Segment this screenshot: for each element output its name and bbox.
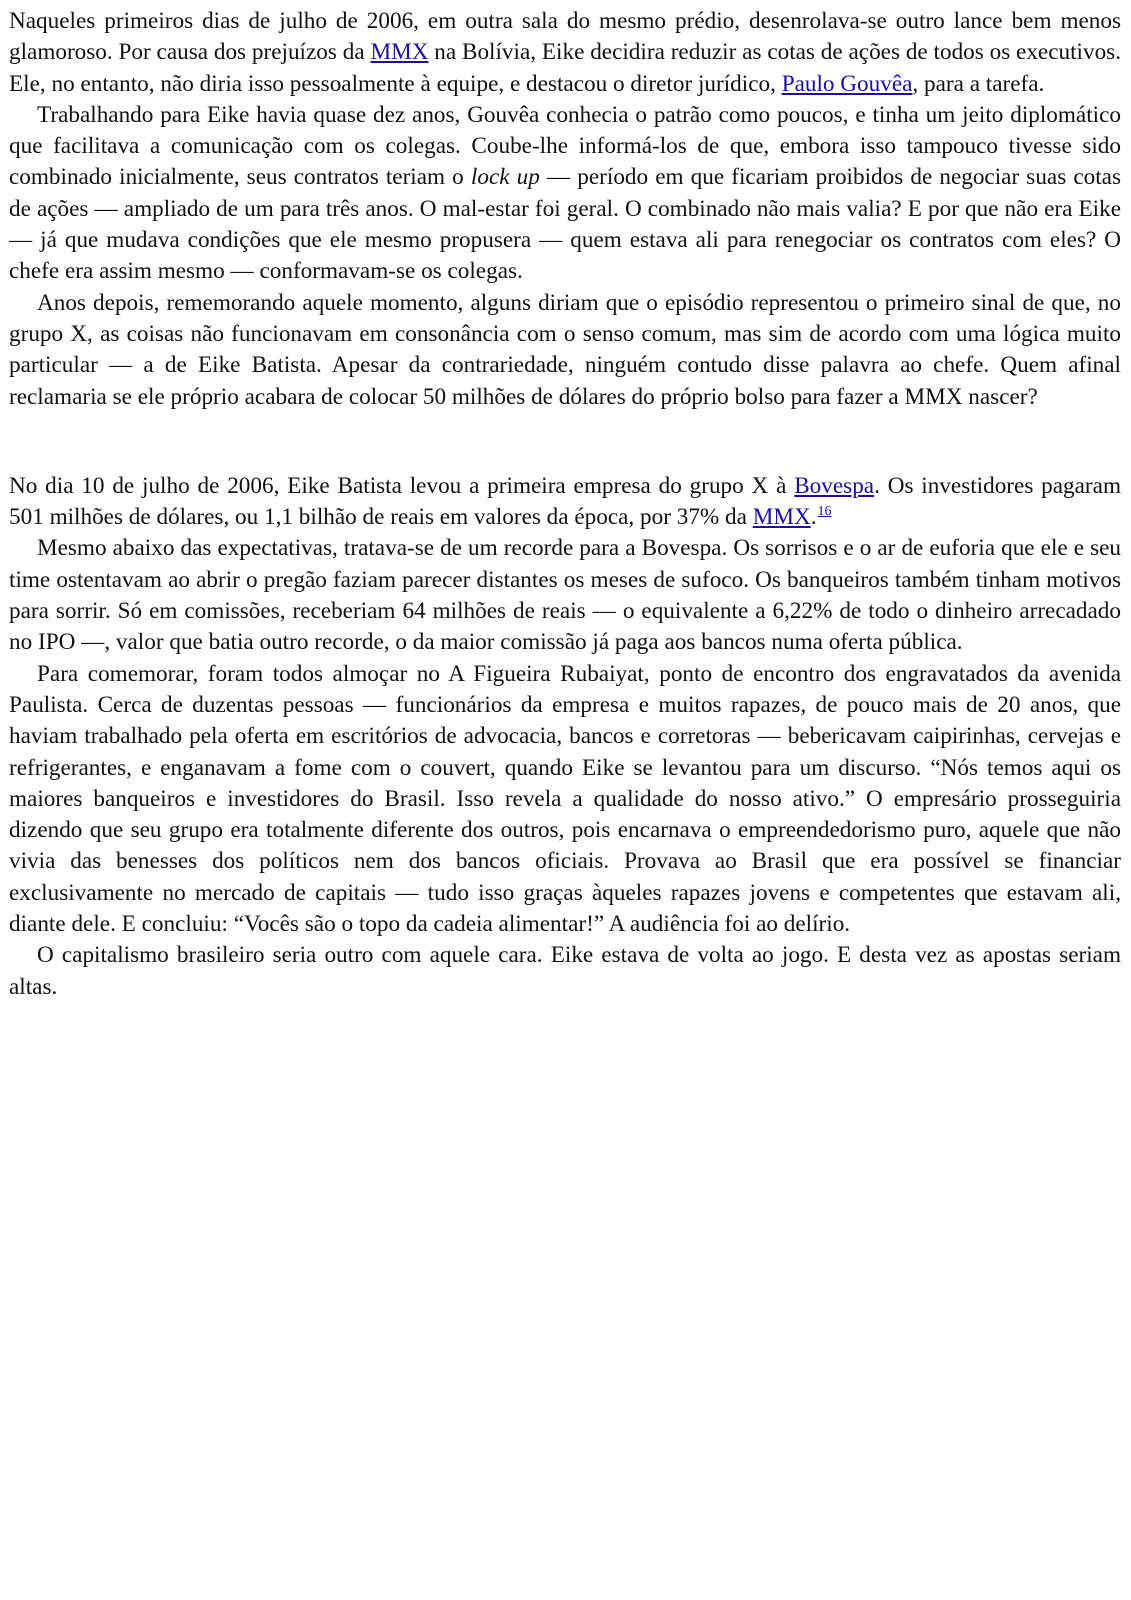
paragraph-4-text-a: No dia 10 de julho de 2006, Eike Batista levou a primeira empresa do grupo X à: [9, 472, 795, 499]
footnote-16-link[interactable]: 16: [817, 504, 832, 520]
paragraph-1-text-a: Naqueles primeiros dias de julho de 2006, em outra sala do mesmo prédio, desenrolava-se outro lance bem menos glamoroso. Por causa dos prejuízos da: [9, 8, 1121, 66]
bovespa-link[interactable]: Bovespa: [794, 472, 875, 499]
paragraph-1-text-b: na Bolívia, Eike decidira reduzir as cotas de ações de todos os executivos. Ele, no entanto, não diria isso pessoalmente à equipe, e destacou o diretor jurídico,: [9, 39, 1122, 97]
paragraph-2-text-a: Trabalhando para Eike havia quase dez anos, Gouvêa conhecia o patrão como poucos, e tinha um jeito diplomático que facilitava a comunicação com os colegas. Coube-lhe informá-los de que, embora isso tampouco tivesse sido combinado inicialmente, seus contratos teriam o: [9, 101, 1121, 191]
paulo-gouvea-link[interactable]: Paulo Gouvêa: [781, 70, 913, 97]
lock-up-term: lock up: [470, 164, 540, 191]
document-page: [9, 6, 1121, 1003]
paragraph-4: [9, 471, 1121, 534]
paragraph-3: Anos depois, rememorando aquele momento, alguns diriam que o episódio representou o primeiro sinal de que, no grupo X, as coisas não funcionavam em consonância com o senso comum, mas sim de acordo com uma lógica muito particular — a de Eike Batista. Apesar da contrariedade, ninguém contudo disse palavra ao chefe. Quem afinal reclamaria se ele próprio acabara de colocar 50 milhões de dólares do próprio bolso para fazer a MMX nascer?: [9, 289, 1121, 410]
paragraph-1-text-c: , para a tarefa.: [912, 70, 1045, 97]
mmx-link[interactable]: MMX: [370, 39, 429, 66]
paragraph-4-text-b: . Os investidores pagaram 501 milhões de dólares, ou 1,1 bilhão de reais em valores da época, por 37% da: [9, 472, 1121, 531]
paragraph-2: [9, 100, 1121, 288]
paragraph-7: O capitalismo brasileiro seria outro com aquele cara. Eike estava de volta ao jogo. E desta vez as apostas seriam altas.: [9, 942, 1121, 1000]
section-break: [9, 413, 1121, 471]
mmx-link-2[interactable]: MMX: [752, 504, 811, 531]
paragraph-5: Mesmo abaixo das expectativas, tratava-se de um recorde para a Bovespa. Os sorrisos e o ar de euforia que ele e seu time ostentavam ao abrir o pregão faziam parecer distantes os meses de sufoco. Os banqueiros também tinham motivos para sorrir. Só em comissões, receberiam 64 milhões de reais — o equivalente a 6,22% de todo o dinheiro arrecadado no IPO —, valor que batia outro recorde, o da maior comissão já paga aos bancos numa oferta pública.: [9, 535, 1121, 656]
paragraph-6: Para comemorar, foram todos almoçar no A Figueira Rubaiyat, ponto de encontro dos engravatados da avenida Paulista. Cerca de duzentas pessoas — funcionários da empresa e muitos rapazes, de pouco mais de 20 anos, que haviam trabalhado pela oferta em escritórios de advocacia, bancos e corretoras — bebericavam caipirinhas, cervejas e refrigerantes, e enganavam a fome com o couvert, quando Eike se levantou para um discurso. “Nós temos aqui os maiores banqueiros e investidores do Brasil. Isso revela a qualidade do nosso ativo.” O empresário prosseguiria dizendo que seu grupo era totalmente diferente dos outros, pois encarnava o empreendedorismo puro, aquele que não vivia das benesses dos políticos nem dos bancos oficiais. Provava ao Brasil que era possível se financiar exclusivamente no mercado de capitais — tudo isso graças àqueles rapazes jovens e competentes que estavam ali, diante dele. E concluiu: “Vocês são o topo da cadeia alimentar!” A audiência foi ao delírio.: [9, 660, 1121, 938]
footnote-marker: [818, 504, 832, 519]
paragraph-4-text-c: .: [810, 504, 817, 531]
paragraph-1: [9, 6, 1121, 100]
paragraph-2-text-b: — período em que ficariam proibidos de negociar suas cotas de ações — ampliado de um para três anos. O mal-estar foi geral. O combinado não mais valia? E por que não era Eike — já que mudava condições que ele mesmo propusera — quem estava ali para renegociar os contratos com eles? O chefe era assim mesmo — conformavam-se os colegas.: [9, 164, 1121, 285]
